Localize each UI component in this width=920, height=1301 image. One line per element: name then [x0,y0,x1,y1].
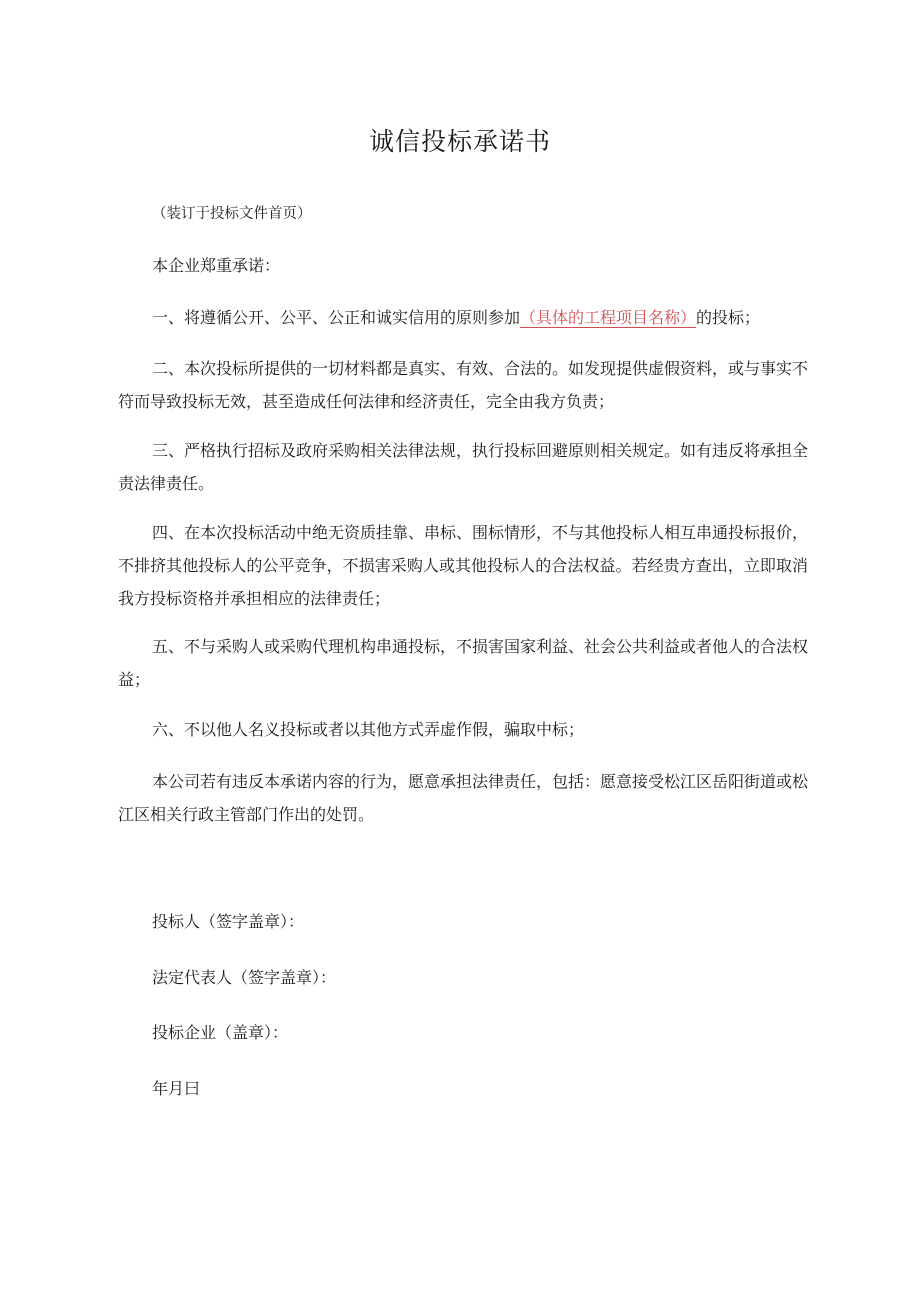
legal-representative-signature-line: 法定代表人（签字盖章）： [152,968,337,987]
clause-4: 四、在本次投标活动中绝无资质挂靠、串标、围标情形，不与其他投标人相互串通投标报价，不排挤其他投标人的公平竞争，不损害采购人或其他投标人的合法权益。若经贵方查出，立即取消我方投标资格并承担相应的法律责任； [118,523,809,608]
clause-5: 五、不与采购人或采购代理机构串通投标，不损害国家利益、社会公共利益或者他人的合法权益； [118,637,809,689]
clause-1-suffix: 的投标； [696,308,761,327]
closing-paragraph: 本公司若有违反本承诺内容的行为，愿意承担法律责任，包括：愿意接受松江区岳阳街道或松江区相关行政主管部门作出的处罚。 [118,772,809,824]
binding-note: （装订于投标文件首页） [152,206,312,222]
clause-1 [118,301,808,334]
clause-1-text: 一、将遵循公开、公平、公正和诚实信用的原则参加 [152,308,521,327]
clause-6: 六、不以他人名义投标或者以其他方式弄虚作假，骗取中标； [152,720,585,739]
bidder-signature-line: 投标人（签字盖章）： [152,912,305,931]
intro-paragraph: 本企业郑重承诺： [152,256,281,275]
clause-2: 二、本次投标所提供的一切材料都是真实、有效、合法的。如发现提供虚假资料，或与事实不符而导致投标无效，甚至造成任何法律和经济责任，完全由我方负责； [118,359,809,411]
project-name-placeholder: （具体的工程项目名称） [520,308,697,327]
company-seal-line: 投标企业（盖章）： [152,1023,289,1042]
document-title: 诚信投标承诺书 [368,127,551,156]
date-line: 年月曰 [152,1079,201,1098]
clause-3: 三、严格执行招标及政府采购相关法律法规，执行投标回避原则相关规定。如有违反将承担全责法律责任。 [118,441,809,493]
